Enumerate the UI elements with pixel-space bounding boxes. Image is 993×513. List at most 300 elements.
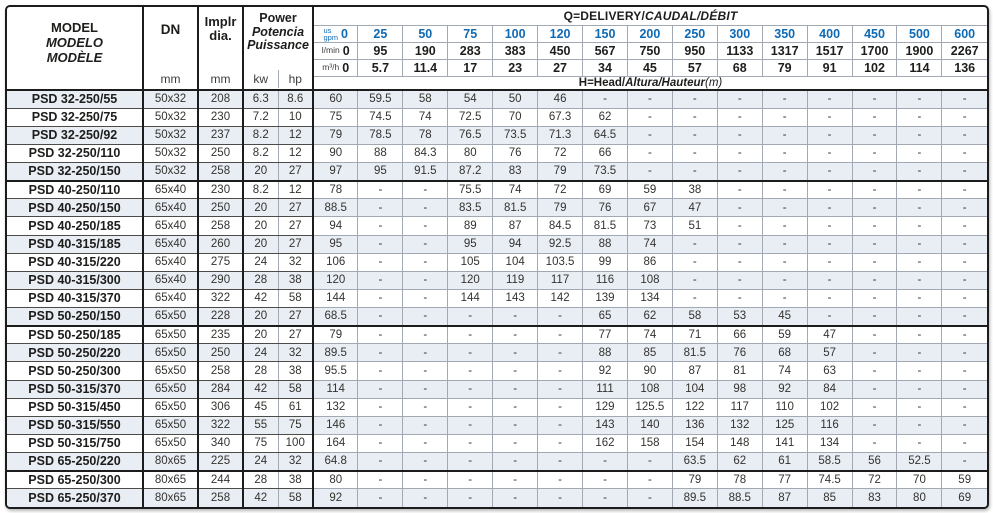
flow-m3h-value: 27 [538, 59, 583, 76]
pump-row [7, 416, 987, 434]
head-value-cell: 61 [762, 453, 807, 471]
head-value-cell: - [672, 253, 717, 271]
head-value-cell: - [448, 362, 493, 380]
dn-cell: 65x50 [143, 362, 198, 380]
flow-lmin-value: 750 [627, 42, 672, 59]
head-value-cell: - [493, 308, 538, 326]
head-value-cell: - [852, 144, 897, 162]
dn-cell: 65x40 [143, 235, 198, 253]
lmin-unit-label: l/min [321, 45, 340, 56]
head-value-cell: 51 [672, 217, 717, 235]
head-value-cell: - [493, 453, 538, 471]
head-value-cell: 125.5 [627, 398, 672, 416]
head-value-cell: - [627, 108, 672, 126]
pump-row [7, 144, 987, 162]
head-value-cell: - [852, 416, 897, 434]
head-value-cell: - [448, 453, 493, 471]
head-value-cell: - [942, 380, 987, 398]
hp-cell: 27 [278, 163, 313, 181]
head-value-cell: 74 [403, 108, 448, 126]
dn-cell: 65x50 [143, 416, 198, 434]
hp-cell: 100 [278, 434, 313, 452]
pump-row [7, 235, 987, 253]
head-value-cell: - [672, 235, 717, 253]
dn-cell: 50x32 [143, 126, 198, 144]
impeller-dia-cell: 322 [198, 416, 243, 434]
head-value-cell: 65 [583, 308, 628, 326]
head-value-cell: - [717, 108, 762, 126]
head-value-cell: 88 [583, 235, 628, 253]
hp-cell: 32 [278, 253, 313, 271]
head-value-cell: - [717, 90, 762, 108]
head-value-cell: - [538, 453, 583, 471]
head-value-cell: 64.8 [313, 453, 358, 471]
flow-lmin-value: 190 [403, 42, 448, 59]
model-cell: PSD 65-250/220 [7, 453, 143, 471]
flow-gpm-value: 100 [493, 25, 538, 42]
hp-cell: 58 [278, 380, 313, 398]
head-value-cell: - [717, 289, 762, 307]
head-value-cell: - [807, 308, 852, 326]
impeller-dia-cell: 235 [198, 326, 243, 344]
head-value-cell: - [717, 163, 762, 181]
table-header [7, 7, 987, 90]
head-value-cell: - [448, 308, 493, 326]
kw-cell: 28 [243, 362, 278, 380]
head-value-cell: - [762, 108, 807, 126]
hp-cell: 12 [278, 126, 313, 144]
q-title-plain: Q=DELIVERY/ [563, 8, 646, 23]
model-cell: PSD 40-315/220 [7, 253, 143, 271]
head-value-cell: - [672, 90, 717, 108]
head-value-cell: 89.5 [313, 344, 358, 362]
head-value-cell: 63 [807, 362, 852, 380]
flow-m3h-value: 34 [583, 59, 628, 76]
head-value-cell: - [897, 126, 942, 144]
head-value-cell: - [358, 271, 403, 289]
head-value-cell: - [493, 326, 538, 344]
impeller-unit: mm [210, 72, 231, 86]
kw-cell: 20 [243, 235, 278, 253]
flow-lmin-value: 383 [493, 42, 538, 59]
head-value-cell: - [403, 326, 448, 344]
head-value-cell: - [358, 289, 403, 307]
head-value-cell: - [852, 362, 897, 380]
head-value-cell: 88 [358, 144, 403, 162]
head-value-cell: - [852, 90, 897, 108]
head-value-cell: - [897, 217, 942, 235]
pump-row [7, 489, 987, 507]
head-value-cell: 73.5 [493, 126, 538, 144]
head-value-cell: - [807, 181, 852, 199]
h-title-italic: Altura/Hauteur [625, 76, 705, 89]
model-cell: PSD 32-250/110 [7, 144, 143, 162]
head-value-cell: 79 [538, 199, 583, 217]
pump-performance-table [7, 7, 987, 507]
head-value-cell: - [538, 434, 583, 452]
head-value-cell: - [403, 235, 448, 253]
head-value-cell: 97 [313, 163, 358, 181]
head-value-cell: - [448, 380, 493, 398]
head-value-cell: 87 [493, 217, 538, 235]
head-value-cell: - [942, 434, 987, 452]
head-value-cell: 104 [493, 253, 538, 271]
head-value-cell: - [942, 271, 987, 289]
hp-cell: 27 [278, 308, 313, 326]
head-value-cell: 58 [672, 308, 717, 326]
head-value-cell: 148 [717, 434, 762, 452]
head-value-cell: - [717, 144, 762, 162]
impeller-dia-cell: 258 [198, 163, 243, 181]
head-value-cell: - [852, 344, 897, 362]
head-value-cell: 72 [538, 144, 583, 162]
head-value-cell: - [807, 253, 852, 271]
head-value-cell: - [852, 398, 897, 416]
head-value-cell: 84.5 [538, 217, 583, 235]
impeller-dia-cell: 340 [198, 434, 243, 452]
model-cell: PSD 32-250/150 [7, 163, 143, 181]
head-value-cell: 114 [313, 380, 358, 398]
model-cell: PSD 50-250/300 [7, 362, 143, 380]
head-value-cell: - [672, 289, 717, 307]
head-value-cell: 95.5 [313, 362, 358, 380]
head-value-cell: - [807, 108, 852, 126]
dn-cell: 80x65 [143, 489, 198, 507]
head-value-cell: - [942, 398, 987, 416]
pump-row [7, 308, 987, 326]
head-value-cell: - [807, 90, 852, 108]
head-value-cell: - [762, 181, 807, 199]
head-value-cell: - [403, 489, 448, 507]
model-cell: PSD 40-315/300 [7, 271, 143, 289]
hp-cell: 12 [278, 144, 313, 162]
impeller-dia-cell: 275 [198, 253, 243, 271]
head-value-cell: - [448, 344, 493, 362]
pump-row [7, 90, 987, 108]
head-value-cell: 45 [762, 308, 807, 326]
kw-cell: 20 [243, 163, 278, 181]
head-value-cell: 146 [313, 416, 358, 434]
head-value-cell: 92 [762, 380, 807, 398]
head-value-cell: - [627, 144, 672, 162]
model-cell: PSD 32-250/75 [7, 108, 143, 126]
head-value-cell: 98 [717, 380, 762, 398]
hp-cell: 10 [278, 108, 313, 126]
impeller-dia-cell: 244 [198, 471, 243, 489]
pump-row [7, 217, 987, 235]
head-value-cell: 108 [627, 380, 672, 398]
head-value-cell: - [942, 144, 987, 162]
hp-cell: 27 [278, 217, 313, 235]
head-value-cell: 162 [583, 434, 628, 452]
head-value-cell: 78 [403, 126, 448, 144]
head-value-cell: 132 [717, 416, 762, 434]
head-value-cell: 142 [538, 289, 583, 307]
head-value-cell: 92 [583, 362, 628, 380]
pump-row [7, 126, 987, 144]
flow-m3h-value: 91 [807, 59, 852, 76]
head-value-cell: 72 [538, 181, 583, 199]
head-value-cell: - [717, 126, 762, 144]
head-value-cell: 74 [627, 235, 672, 253]
head-value-cell: - [538, 380, 583, 398]
head-value-cell: 69 [958, 492, 972, 505]
head-value-cell: 69 [583, 181, 628, 199]
head-value-cell: 75.5 [448, 181, 493, 199]
head-value-cell: - [448, 416, 493, 434]
flow-lmin-value: 2267 [942, 42, 987, 59]
head-value-cell: 79 [538, 163, 583, 181]
head-value-cell: - [538, 362, 583, 380]
model-cell: PSD 65-250/370 [7, 489, 143, 507]
q-title-italic: CAUDAL/DÉBIT [645, 8, 738, 23]
head-value-cell: - [897, 434, 942, 452]
kw-cell: 42 [243, 289, 278, 307]
hp-cell: 32 [278, 344, 313, 362]
head-value-cell: - [538, 489, 583, 507]
head-value-cell: 46 [538, 90, 583, 108]
flow-gpm-value: 0 [341, 26, 348, 41]
dn-cell: 80x65 [143, 471, 198, 489]
head-value-cell: - [358, 181, 403, 199]
flow-gpm-value: 75 [448, 25, 493, 42]
head-value-cell: - [403, 253, 448, 271]
head-value-cell: - [358, 235, 403, 253]
head-value-cell: 74 [493, 181, 538, 199]
head-value-cell: 95 [448, 235, 493, 253]
dn-cell: 65x50 [143, 308, 198, 326]
head-value-cell: 70 [493, 108, 538, 126]
flow-lmin-value: 450 [538, 42, 583, 59]
head-value-cell: - [897, 181, 942, 199]
head-value-cell: 87 [672, 362, 717, 380]
dn-cell: 65x50 [143, 344, 198, 362]
head-value-cell: - [852, 126, 897, 144]
flow-lmin-value: 950 [672, 42, 717, 59]
pump-row [7, 289, 987, 307]
flow-gpm-value: 500 [897, 25, 942, 42]
head-value-cell: 104 [672, 380, 717, 398]
model-cell: PSD 50-250/150 [7, 308, 143, 326]
head-value-cell: - [493, 416, 538, 434]
model-cell: PSD 50-315/550 [7, 416, 143, 434]
head-value-cell: - [403, 217, 448, 235]
impeller-dia-cell: 260 [198, 235, 243, 253]
flow-lmin-value: 0 [342, 43, 350, 58]
pump-row [7, 181, 987, 199]
head-value-cell: 59 [762, 326, 807, 344]
head-value-cell: - [897, 271, 942, 289]
model-cell: PSD 40-315/185 [7, 235, 143, 253]
head-value-cell: 139 [583, 289, 628, 307]
flow-m3h-value: 68 [717, 59, 762, 76]
head-value-cell: 105 [448, 253, 493, 271]
head-value-cell: - [358, 344, 403, 362]
impeller-dia-cell: 284 [198, 380, 243, 398]
head-value-cell: 59.5 [358, 90, 403, 108]
head-value-cell: 141 [762, 434, 807, 452]
impeller-label-1: Implr [204, 14, 237, 29]
pump-row [7, 380, 987, 398]
head-value-cell: 83 [493, 163, 538, 181]
head-value-cell: - [942, 199, 987, 217]
m3h-unit-label: m³/h [322, 62, 340, 73]
head-value-cell: 87.2 [448, 163, 493, 181]
head-value-cell: - [403, 380, 448, 398]
head-value-cell: 99 [583, 253, 628, 271]
dn-cell: 65x40 [143, 271, 198, 289]
model-column-header [7, 7, 143, 90]
head-value-cell: 132 [313, 398, 358, 416]
dn-cell: 65x40 [143, 289, 198, 307]
head-value-cell: - [897, 163, 942, 181]
head-value-cell: - [942, 235, 987, 253]
impeller-dia-cell: 250 [198, 199, 243, 217]
head-value-cell: - [942, 453, 987, 471]
head-value-cell: 77 [583, 326, 628, 344]
head-value-cell: - [897, 416, 942, 434]
head-value-cell: 79 [313, 326, 358, 344]
model-cell: PSD 50-315/750 [7, 434, 143, 452]
head-value-cell: - [403, 181, 448, 199]
head-value-cell: 164 [313, 434, 358, 452]
flow-m3h-value: 114 [897, 59, 942, 76]
head-value-cell: 59 [627, 181, 672, 199]
head-value-cell: 74.5 [358, 108, 403, 126]
head-value-cell: 91.5 [403, 163, 448, 181]
head-value-cell: - [358, 217, 403, 235]
head-value-cell: 60 [313, 90, 358, 108]
head-value-cell: - [358, 434, 403, 452]
head-value-cell: - [807, 126, 852, 144]
dn-cell: 65x50 [143, 434, 198, 452]
head-value-cell: 58.5 [807, 453, 852, 471]
head-value-cell: - [762, 235, 807, 253]
head-value-cell: - [897, 199, 942, 217]
head-value-cell: - [762, 289, 807, 307]
head-value-cell: 119 [493, 271, 538, 289]
head-value-cell: 116 [807, 416, 852, 434]
head-value-cell: - [807, 144, 852, 162]
dn-cell: 65x40 [143, 181, 198, 199]
head-value-cell: - [358, 326, 403, 344]
head-value-cell: - [493, 398, 538, 416]
head-value-cell: - [627, 90, 672, 108]
head-value-cell: - [807, 235, 852, 253]
usgpm-unit-label: us gpm [323, 25, 339, 42]
flow-gpm-value: 50 [403, 25, 448, 42]
head-value-cell: 110 [762, 398, 807, 416]
dn-cell: 65x40 [143, 199, 198, 217]
kw-cell: 20 [243, 217, 278, 235]
impeller-dia-column-header [198, 7, 243, 90]
head-value-cell: 134 [807, 434, 852, 452]
head-value-cell: 47 [807, 326, 852, 344]
head-value-cell: - [358, 416, 403, 434]
head-value-cell: 88.5 [717, 489, 762, 507]
impeller-dia-cell: 250 [198, 344, 243, 362]
head-value-cell: - [627, 489, 672, 507]
head-value-cell: - [897, 90, 942, 108]
dn-cell: 50x32 [143, 144, 198, 162]
flow-m3h-value: 11.4 [403, 59, 448, 76]
head-value-cell: 62 [583, 108, 628, 126]
head-value-cell: 68.5 [313, 308, 358, 326]
head-value-cell: - [538, 308, 583, 326]
head-value-cell: 84.3 [403, 144, 448, 162]
model-cell: PSD 32-250/92 [7, 126, 143, 144]
head-value-cell: - [852, 108, 897, 126]
head-value-cell: - [942, 289, 987, 307]
head-value-cell: - [448, 398, 493, 416]
head-value-cell: 52.5 [897, 453, 942, 471]
hp-cell: 75 [278, 416, 313, 434]
head-value-cell: 154 [672, 434, 717, 452]
lmin-zero-cell [313, 42, 358, 59]
head-value-cell: 143 [493, 289, 538, 307]
head-value-cell: 143 [583, 416, 628, 434]
impeller-dia-cell: 258 [198, 489, 243, 507]
flow-gpm-value: 250 [672, 25, 717, 42]
head-value-cell: - [852, 181, 897, 199]
head-value-cell: - [493, 434, 538, 452]
flow-m3h-value: 136 [942, 59, 987, 76]
head-value-cell: - [942, 326, 987, 344]
head-value-cell: - [493, 344, 538, 362]
head-value-cell: 38 [672, 181, 717, 199]
head-value-cell: 71 [672, 326, 717, 344]
head-value-cell: - [358, 471, 403, 489]
head-value-cell: - [403, 308, 448, 326]
flow-gpm-value: 600 [942, 25, 987, 42]
head-value-cell: - [358, 453, 403, 471]
pump-row [7, 108, 987, 126]
head-value-cell: 62 [717, 453, 762, 471]
hp-cell: 38 [278, 271, 313, 289]
flow-m3h-value: 45 [627, 59, 672, 76]
head-value-cell: - [807, 163, 852, 181]
h-head-title [313, 76, 987, 90]
flow-m3h-value: 57 [672, 59, 717, 76]
head-value-cell: - [403, 416, 448, 434]
head-value-cell: 57 [807, 344, 852, 362]
head-value-cell: - [358, 362, 403, 380]
head-value-cell: 95 [358, 163, 403, 181]
kw-subheader: kw [253, 72, 269, 86]
head-value-cell: - [538, 416, 583, 434]
head-value-cell: - [942, 416, 987, 434]
head-value-cell: - [493, 471, 538, 489]
m3h-zero-cell [313, 59, 358, 76]
head-value-cell: - [627, 163, 672, 181]
head-value-cell: 78 [717, 471, 762, 489]
head-value-cell: - [762, 217, 807, 235]
impeller-label-2: dia. [209, 28, 232, 43]
head-value-cell: - [538, 471, 583, 489]
head-value-cell: - [897, 380, 942, 398]
head-value-cell: 134 [627, 289, 672, 307]
head-value-cell: 88.5 [313, 199, 358, 217]
dn-unit: mm [160, 72, 181, 86]
head-value-cell: 80 [897, 489, 942, 507]
kw-cell: 20 [243, 308, 278, 326]
model-cell: PSD 50-250/185 [7, 326, 143, 344]
dn-cell: 80x65 [143, 453, 198, 471]
pump-row [7, 344, 987, 362]
head-value-cell: 116 [583, 271, 628, 289]
head-value-cell: - [897, 108, 942, 126]
q-delivery-title [313, 7, 987, 25]
